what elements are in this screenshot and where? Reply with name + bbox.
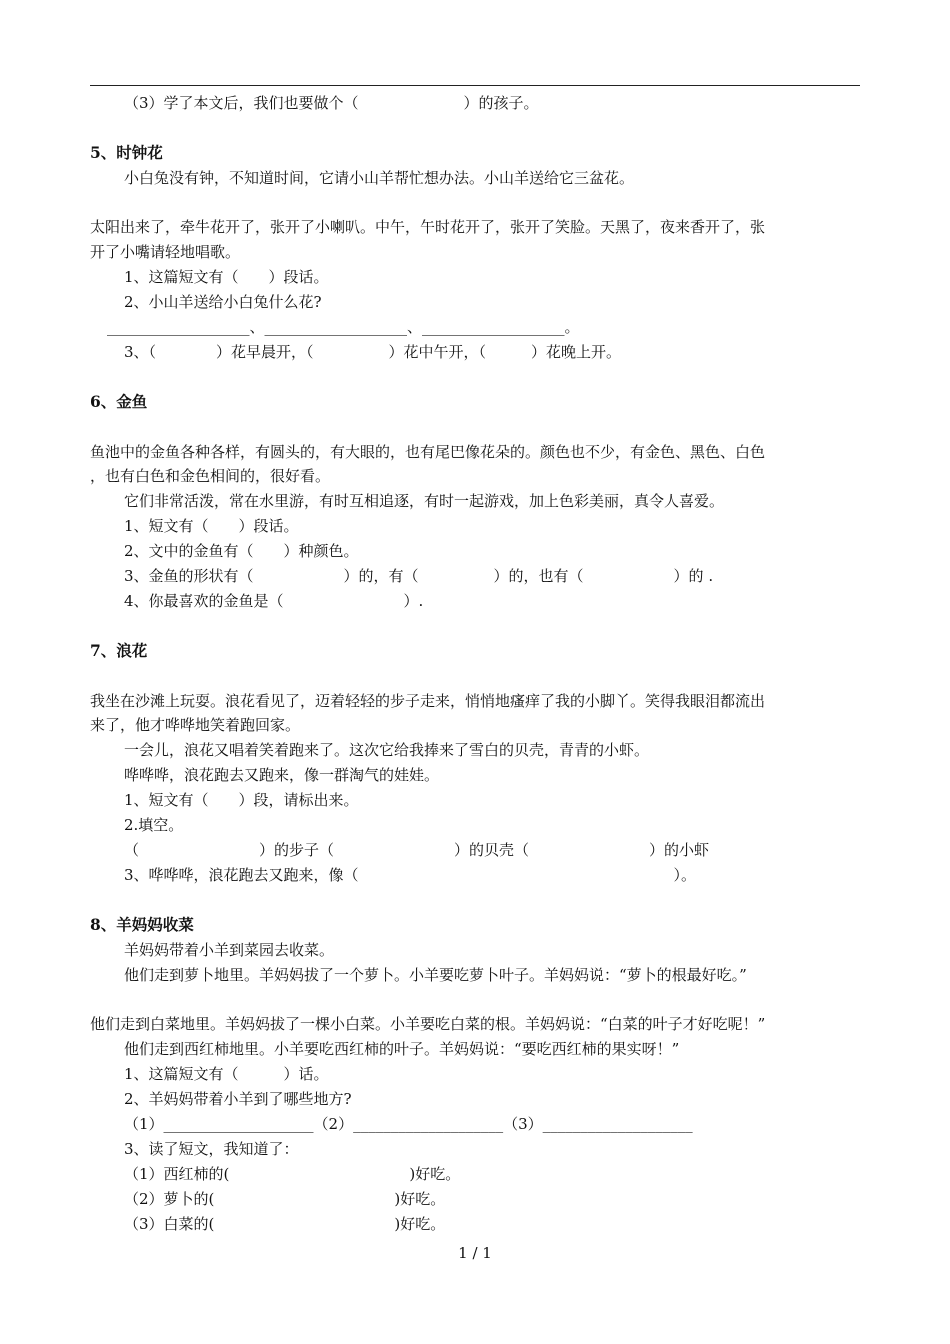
question-line: 3、读了短文，我知道了：	[124, 1140, 299, 1158]
answer-line: （1）西红柿的( )好吃。	[124, 1165, 461, 1183]
text-line: 它们非常活泼，常在水里游，有时互相追逐，有时一起游戏，加上色彩美丽，真令人喜爱。	[124, 492, 725, 510]
text-line: 小白兔没有钟，不知道时间，它请小山羊帮忙想办法。小山羊送给它三盆花。	[124, 169, 635, 187]
question-line: 2.填空。	[124, 816, 184, 834]
question-line: 1、短文有（ ）段话。	[124, 517, 299, 535]
question-line: 1、这篇短文有（ ）段话。	[124, 268, 329, 286]
header-rule	[90, 85, 860, 86]
question-line: 2、文中的金鱼有（ ）种颜色。	[124, 542, 359, 560]
question-line: 3、哗哗哗，浪花跑去又跑来，像（ ）。	[124, 866, 697, 884]
answer-blanks: （1）____________________（2）____________________（3）____________________	[124, 1115, 693, 1133]
text-line: 来了，他才哗哗地笑着跑回家。	[90, 716, 301, 734]
section-heading: 8、羊妈妈收菜	[90, 915, 194, 934]
section-heading: 7、浪花	[90, 641, 148, 660]
text-line: 我坐在沙滩上玩耍。浪花看见了，迈着轻轻的步子走来，悄悄地瘙痒了我的小脚丫。笑得我眼泪都流出	[90, 692, 766, 710]
text-line: 太阳出来了，牵牛花开了，张开了小喇叭。中午，午时花开了，张开了笑脸。天黑了，夜来香开了，张	[90, 218, 766, 236]
section-heading: 6、金鱼	[90, 392, 148, 411]
answer-blanks: （ ）的步子（ ）的贝壳（ ）的小虾	[124, 841, 710, 859]
question-line: 3、金鱼的形状有（ ）的，有（ ）的，也有（ ）的 .	[124, 567, 714, 585]
answer-blanks: ___________________、___________________、___________________。	[107, 318, 580, 336]
page-number: 1 / 1	[458, 1244, 492, 1262]
text-line: 羊妈妈带着小羊到菜园去收菜。	[124, 941, 335, 959]
question-line: 4、你最喜欢的金鱼是（ ）.	[124, 592, 424, 610]
answer-line: （2）萝卜的( )好吃。	[124, 1190, 446, 1208]
question-line: 3、（ ）花早晨开，（ ）花中午开，（ ）花晚上开。	[124, 343, 622, 361]
question-line: 2、小山羊送给小白兔什么花?	[124, 293, 322, 311]
text-line: 他们走到西红柿地里。小羊要吃西红柿的叶子。羊妈妈说：“要吃西红柿的果实呀！”	[124, 1040, 680, 1058]
question-line: 2、羊妈妈带着小羊到了哪些地方?	[124, 1090, 352, 1108]
text-line: 开了小嘴请轻地唱歌。	[90, 243, 241, 261]
text-line: 他们走到萝卜地里。羊妈妈拔了一个萝卜。小羊要吃萝卜叶子。羊妈妈说：“萝卜的根最好吃。”	[124, 966, 747, 984]
text-line: （3）学了本文后，我们也要做个（ ）的孩子。	[124, 94, 539, 112]
text-line: ，也有白色和金色相间的，很好看。	[90, 467, 331, 485]
answer-line: （3）白菜的( )好吃。	[124, 1215, 446, 1233]
text-line: 哗哗哗，浪花跑去又跑来，像一群淘气的娃娃。	[124, 766, 440, 784]
question-line: 1、短文有（ ）段，请标出来。	[124, 791, 359, 809]
text-line: 他们走到白菜地里。羊妈妈拔了一棵小白菜。小羊要吃白菜的根。羊妈妈说：“白菜的叶子才好吃呢！”	[90, 1015, 766, 1033]
question-line: 1、这篇短文有（ ）话。	[124, 1065, 329, 1083]
text-line: 鱼池中的金鱼各种各样，有圆头的，有大眼的，也有尾巴像花朵的。颜色也不少，有金色、黑色、白色	[90, 443, 766, 461]
section-heading: 5、时钟花	[90, 143, 163, 162]
text-line: 一会儿，浪花又唱着笑着跑来了。这次它给我捧来了雪白的贝壳，青青的小虾。	[124, 741, 650, 759]
